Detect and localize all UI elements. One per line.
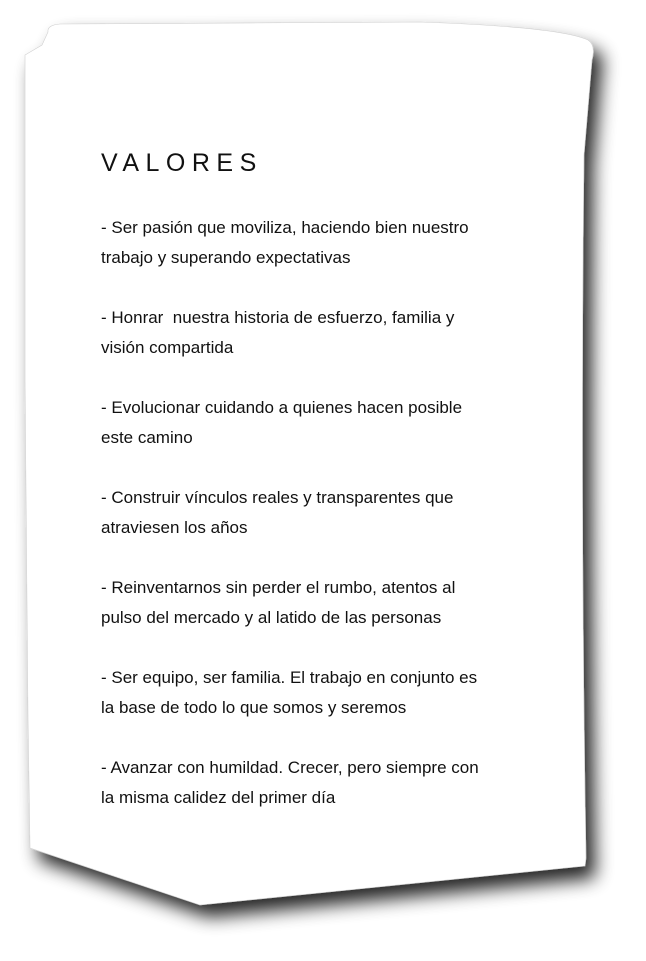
value-line: atraviesen los años <box>101 518 248 537</box>
values-list <box>101 213 541 813</box>
values-content <box>101 146 541 843</box>
value-line: trabajo y superando expectativas <box>101 248 351 267</box>
value-line: - Construir vínculos reales y transparentes que <box>101 488 454 507</box>
value-line: - Reinventarnos sin perder el rumbo, atentos al <box>101 578 456 597</box>
value-line: pulso del mercado y al latido de las personas <box>101 608 442 627</box>
value-line: - Avanzar con humildad. Crecer, pero siempre con <box>101 758 479 777</box>
value-item <box>101 663 541 723</box>
value-line: - Ser pasión que moviliza, haciendo bien nuestro <box>101 218 469 237</box>
value-item <box>101 483 541 543</box>
value-line: - Ser equipo, ser familia. El trabajo en conjunto es <box>101 668 478 687</box>
value-item <box>101 393 541 453</box>
value-item <box>101 573 541 633</box>
value-line: la misma calidez del primer día <box>101 788 336 807</box>
value-line: este camino <box>101 428 193 447</box>
value-line: la base de todo lo que somos y seremos <box>101 698 407 717</box>
page-title: VALORES <box>101 149 263 177</box>
value-item <box>101 213 541 273</box>
value-line: - Honrar nuestra historia de esfuerzo, familia y <box>101 308 455 327</box>
value-item <box>101 303 541 363</box>
value-line: - Evolucionar cuidando a quienes hacen posible <box>101 398 463 417</box>
value-item <box>101 753 541 813</box>
value-line: visión compartida <box>101 338 234 357</box>
